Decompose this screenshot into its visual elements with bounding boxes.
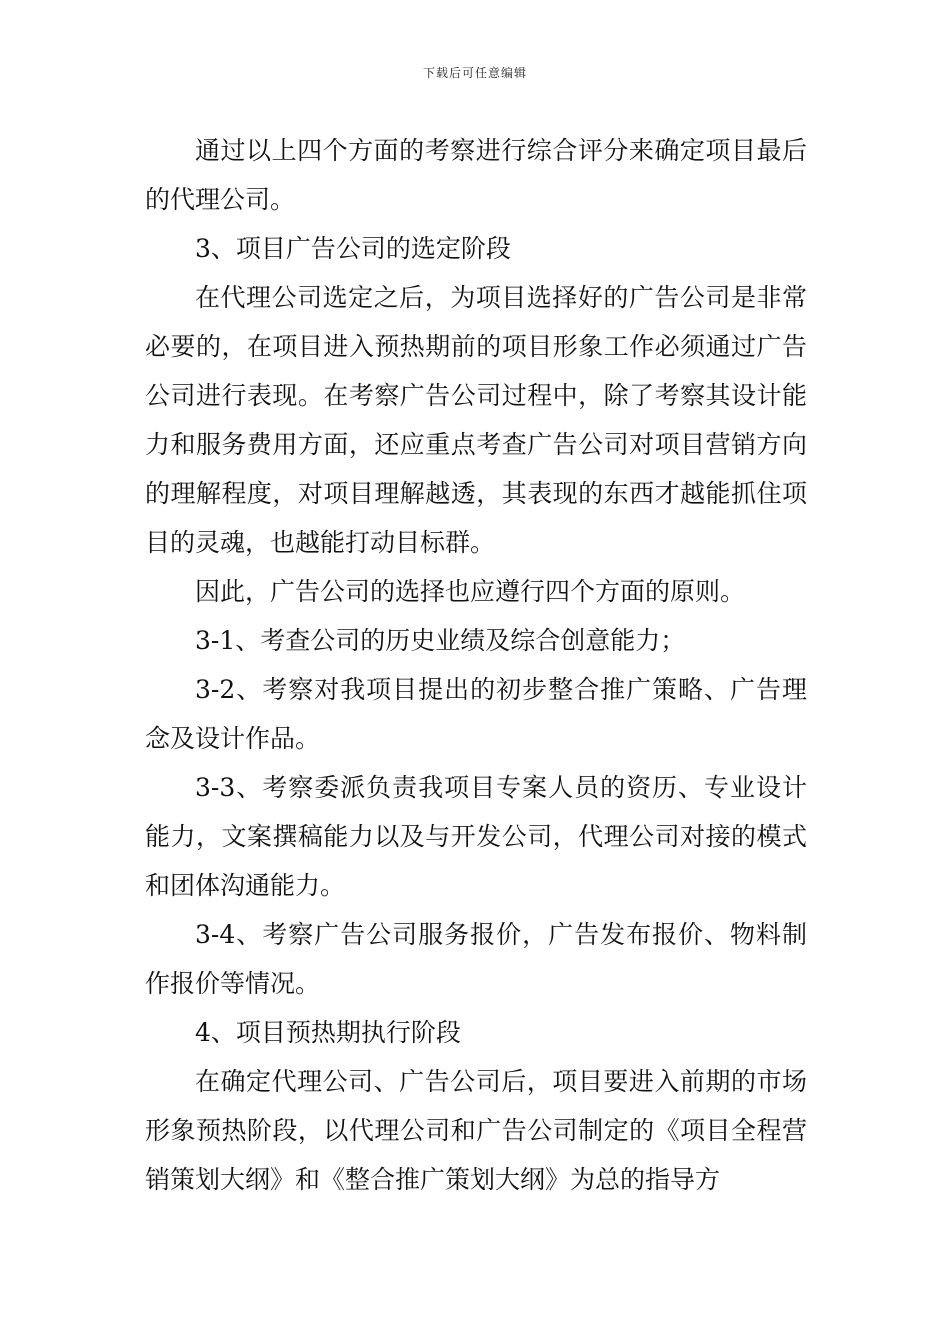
paragraph-summary: 通过以上四个方面的考察进行综合评分来确定项目最后的代理公司。 (145, 136, 807, 214)
list-item-3-2: 3-2、考察对我项目提出的初步整合推广策略、广告理念及设计作品。 (145, 675, 807, 753)
paragraph-ad-agency-intro: 在代理公司选定之后，为项目选择好的广告公司是非常必要的，在项目进入预热期前的项目形象工作必须通过广告公司进行表现。在考察广告公司过程中，除了考察其设计能力和服务费用方面，还应重点考查广告公司对项目营销方向的理解程度，对项目理解越透，其表现的东西才越能抓住项目的灵魂，也越能打动目标群。 (145, 283, 807, 557)
list-item-3-4: 3-4、考察广告公司服务报价，广告发布报价、物料制作报价等情况。 (145, 920, 807, 998)
paragraph-four-principles: 因此，广告公司的选择也应遵行四个方面的原则。 (195, 577, 746, 606)
section-heading-ad-agency-selection: 3、项目广告公司的选定阶段 (195, 234, 511, 263)
page-header: 下载后可任意编辑 (422, 66, 527, 80)
paragraph-preheat-intro: 在确定代理公司、广告公司后，项目要进入前期的市场形象预热阶段，以代理公司和广告公司制定的《项目全程营销策划大纲》和《整合推广策划大纲》为总的指导方 (145, 1067, 807, 1194)
list-item-3-1: 3-1、考查公司的历史业绩及综合创意能力； (195, 626, 686, 655)
document-body (145, 126, 807, 1204)
section-heading-preheat-phase: 4、项目预热期执行阶段 (195, 1018, 461, 1047)
list-item-3-3: 3-3、考察委派负责我项目专案人员的资历、专业设计能力，文案撰稿能力以及与开发公司，代理公司对接的模式和团体沟通能力。 (145, 773, 807, 900)
